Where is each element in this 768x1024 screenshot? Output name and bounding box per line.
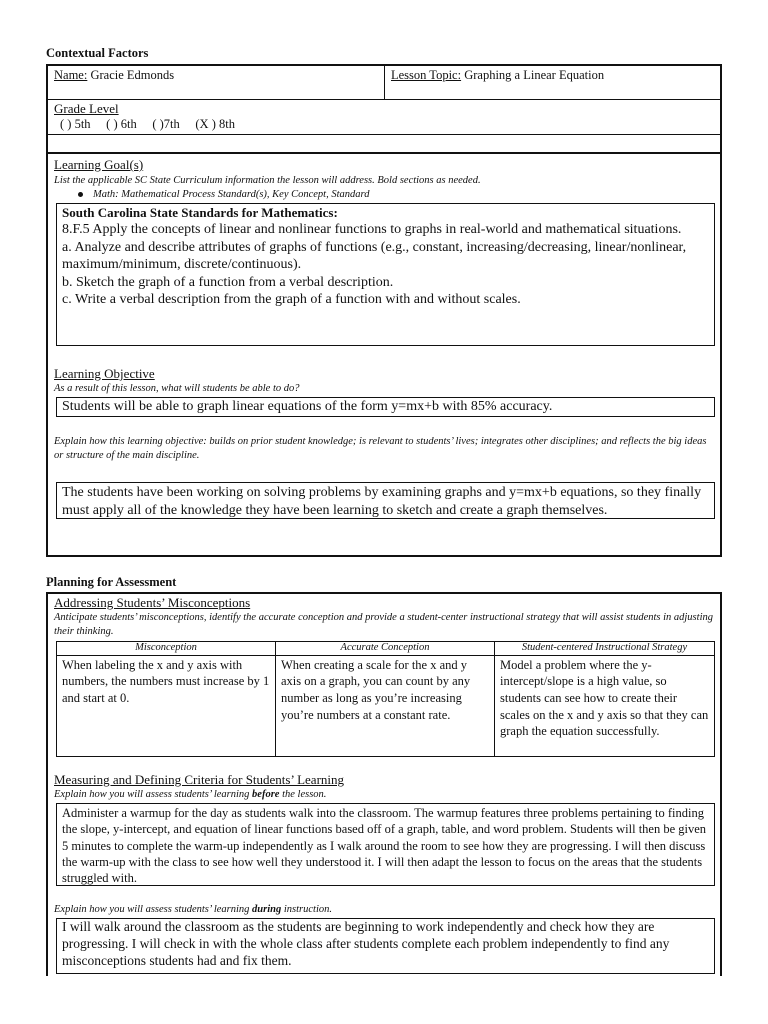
standards-box — [56, 203, 715, 346]
objective-explain-prompt: Explain how this learning objective: builds on prior student knowledge; is relevant to students’ lives; integrates other disciplines; and reflects the big ideas or structure of the main discipline. — [54, 436, 707, 462]
planning-assessment-title: Planning for Assessment — [46, 575, 177, 589]
standard-line: 8.F.5 Apply the concepts of linear and nonlinear functions to graphs in real-world and mathematical situations. — [62, 222, 682, 238]
name-value: Gracie Edmonds — [87, 68, 175, 82]
divider — [46, 99, 722, 100]
table-row — [57, 655, 715, 756]
misconceptions-table — [56, 641, 715, 757]
lesson-topic — [391, 68, 604, 83]
prompt-text: Explain how you will assess students’ learning — [54, 904, 253, 915]
table-cell: When creating a scale for the x and y axis on a graph, you can count by any number as long as you’re increasing you’re numbers at a constant rate. — [276, 655, 495, 756]
prompt-emphasis: during — [252, 904, 282, 915]
prompt-text: instruction. — [281, 904, 332, 915]
learning-objective-heading: Learning Objective — [54, 366, 155, 381]
bullet-text: Math: Mathematical Process Standard(s), Key Concept, Standard — [93, 189, 370, 200]
learning-objective-question: As a result of this lesson, what will students be able to do? — [54, 383, 300, 394]
prompt-text: Explain how you will assess students’ learning — [54, 789, 253, 800]
topic-value: Graphing a Linear Equation — [461, 68, 605, 82]
contextual-factors-title: Contextual Factors — [46, 46, 149, 60]
topic-label: Lesson Topic: — [391, 68, 462, 82]
standard-line: b. Sketch the graph of a function from a verbal description. — [62, 274, 394, 290]
learning-goals-bullet — [78, 189, 369, 202]
divider — [384, 66, 385, 99]
grade-level-options: ( ) 5th ( ) 6th ( )7th (X ) 8th — [60, 117, 235, 131]
divider — [46, 134, 722, 135]
divider — [46, 152, 722, 154]
learning-goals-instruction: List the applicable SC State Curriculum information the lesson will address. Bold sections as needed. — [54, 175, 481, 186]
student-name — [54, 68, 174, 83]
grade-level-label: Grade Level — [54, 101, 119, 116]
prompt-text: the lesson. — [279, 789, 327, 800]
measuring-heading: Measuring and Defining Criteria for Students’ Learning — [54, 772, 345, 787]
table-header: Student-centered Instructional Strategy — [495, 642, 715, 656]
during-answer: I will walk around the classroom as the students are beginning to work independently and check how they are progressing. I will check in with the whole class after students complete each problem independently to find any misconceptions students had and fix them. — [56, 918, 715, 974]
objective-explain-answer: The students have been working on solving problems by examining graphs and y=mx+b equations, so they finally must apply all of the knowledge they have been learning to sketch and create a graph themselves. — [56, 482, 715, 519]
table-header: Misconception — [57, 642, 276, 656]
during-prompt — [54, 904, 332, 917]
misconceptions-heading: Addressing Students’ Misconceptions — [54, 595, 251, 610]
before-answer: Administer a warmup for the day as students walk into the classroom. The warmup features three problems pertaining to finding the slope, y-intercept, and equation of linear functions based off of a graph, table, and word problem. Students will then be given 5 minutes to complete the warm-up independently as I walk around the room to see how they are progressing. I will then discuss the warm-up with the class to see how well they understood it. I will then adapt the lesson to focus on the areas that the students struggled with. — [56, 803, 715, 886]
standard-line: a. Analyze and describe attributes of graphs of functions (e.g., constant, increasing/decreasing, linear/nonlinear, maximum/minimum, discrete/continuous). — [62, 239, 687, 273]
standard-line: c. Write a verbal description from the graph of a function with and without scales. — [62, 292, 521, 308]
bullet-icon — [78, 192, 83, 197]
learning-goals-heading: Learning Goal(s) — [54, 157, 144, 172]
before-prompt — [54, 789, 326, 802]
name-label: Name: — [54, 68, 88, 82]
misconceptions-instruction: Anticipate students’ misconceptions, identify the accurate conception and provide a student-center instructional strategy that will assist students in adjusting their thinking. — [54, 612, 713, 637]
table-cell: Model a problem where the y-intercept/slope is a high value, so students can see how to create their scales on the x and y axis so that they can graph the equation successfully. — [495, 655, 715, 756]
table-cell: When labeling the x and y axis with numbers, the numbers must increase by 1 and start at 0. — [57, 655, 276, 756]
table-header: Accurate Conception — [276, 642, 495, 656]
prompt-emphasis: before — [252, 789, 280, 800]
learning-objective-answer: Students will be able to graph linear equations of the form y=mx+b with 85% accuracy. — [56, 397, 715, 417]
standards-title: South Carolina State Standards for Mathematics: — [62, 205, 338, 220]
